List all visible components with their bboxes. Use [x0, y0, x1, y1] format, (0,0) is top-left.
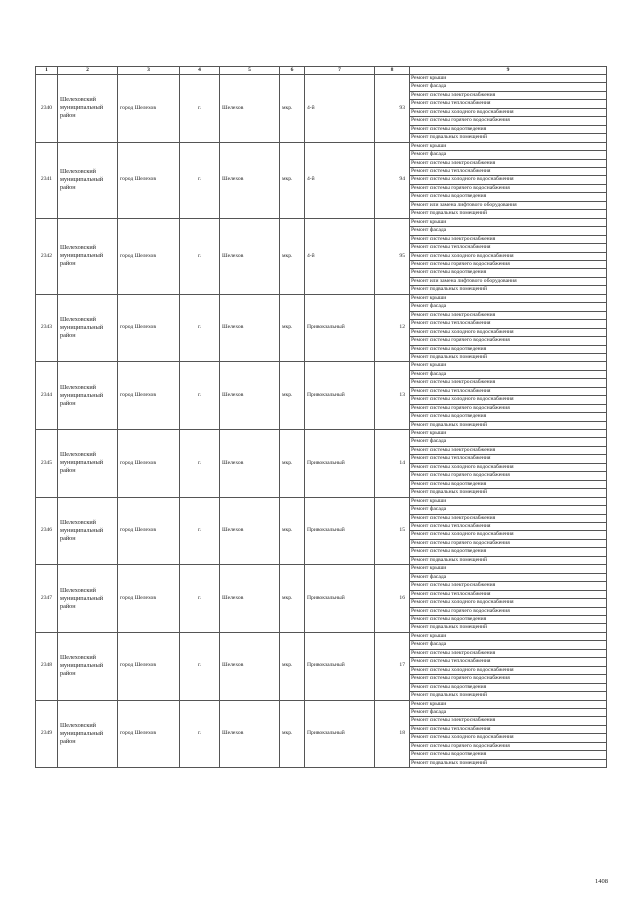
house-number-cell: 15 — [375, 497, 410, 565]
house-number-cell: 17 — [375, 632, 410, 700]
house-number-cell: 12 — [375, 294, 410, 362]
house-number-cell: 13 — [375, 362, 410, 430]
locality-cell: Шелехов — [220, 294, 280, 362]
table-row — [36, 497, 607, 505]
street-type-cell: мкр. — [280, 565, 305, 633]
work-type-cell: Ремонт подвальных помещений — [410, 353, 607, 361]
column-header: 3 — [118, 67, 180, 75]
street-type-cell: мкр. — [280, 142, 305, 218]
municipality-cell: Шелеховский муниципальный район — [58, 75, 118, 143]
work-type-cell: Ремонт системы водоотведения — [410, 683, 607, 691]
work-type-cell: Ремонт фасада — [410, 708, 607, 716]
work-type-cell: Ремонт или замена лифтового оборудования — [410, 277, 607, 285]
locality-cell: Шелехов — [220, 218, 280, 294]
work-type-cell: Ремонт системы холодного водоснабжения — [410, 463, 607, 471]
municipality-cell: Шелеховский муниципальный район — [58, 362, 118, 430]
work-type-cell: Ремонт системы водоотведения — [410, 616, 607, 624]
street-type-cell: мкр. — [280, 700, 305, 768]
work-type-cell: Ремонт системы водоотведения — [410, 751, 607, 759]
municipality-cell: Шелеховский муниципальный район — [58, 632, 118, 700]
settlement-cell: город Шелехов — [118, 497, 180, 565]
column-header: 5 — [220, 67, 280, 75]
municipality-cell: Шелеховский муниципальный район — [58, 294, 118, 362]
locality-cell: Шелехов — [220, 565, 280, 633]
work-type-cell: Ремонт крыши — [410, 218, 607, 226]
work-type-cell: Ремонт подвальных помещений — [410, 556, 607, 564]
municipality-cell: Шелеховский муниципальный район — [58, 565, 118, 633]
column-header: 2 — [58, 67, 118, 75]
work-type-cell: Ремонт системы холодного водоснабжения — [410, 599, 607, 607]
table-row — [36, 75, 607, 83]
locality-type-cell: г. — [180, 565, 220, 633]
street-cell: Привокзальный — [305, 565, 375, 633]
locality-cell: Шелехов — [220, 142, 280, 218]
work-type-cell: Ремонт системы горячего водоснабжения — [410, 539, 607, 547]
house-number-cell: 93 — [375, 75, 410, 143]
locality-type-cell: г. — [180, 142, 220, 218]
street-type-cell: мкр. — [280, 632, 305, 700]
street-type-cell: мкр. — [280, 75, 305, 143]
locality-cell: Шелехов — [220, 632, 280, 700]
work-type-cell: Ремонт системы водоотведения — [410, 548, 607, 556]
locality-cell: Шелехов — [220, 75, 280, 143]
house-number-cell: 14 — [375, 430, 410, 498]
record-number: 2346 — [36, 497, 58, 565]
column-header: 9 — [410, 67, 607, 75]
street-cell: Привокзальный — [305, 294, 375, 362]
street-type-cell: мкр. — [280, 218, 305, 294]
street-cell: Привокзальный — [305, 700, 375, 768]
locality-type-cell: г. — [180, 294, 220, 362]
work-type-cell: Ремонт фасада — [410, 641, 607, 649]
work-type-cell: Ремонт системы холодного водоснабжения — [410, 666, 607, 674]
work-type-cell: Ремонт подвальных помещений — [410, 692, 607, 700]
table-body — [36, 75, 607, 768]
work-type-cell: Ремонт подвальных помещений — [410, 286, 607, 294]
work-type-cell: Ремонт системы холодного водоснабжения — [410, 328, 607, 336]
work-type-cell: Ремонт системы горячего водоснабжения — [410, 404, 607, 412]
work-type-cell: Ремонт системы горячего водоснабжения — [410, 260, 607, 268]
table-row — [36, 632, 607, 640]
locality-cell: Шелехов — [220, 430, 280, 498]
record-number: 2348 — [36, 632, 58, 700]
street-cell: Привокзальный — [305, 430, 375, 498]
record-number: 2340 — [36, 75, 58, 143]
record-number: 2343 — [36, 294, 58, 362]
table-row — [36, 430, 607, 438]
work-type-cell: Ремонт системы электроснабжения — [410, 311, 607, 319]
column-header: 7 — [305, 67, 375, 75]
work-type-cell: Ремонт системы горячего водоснабжения — [410, 675, 607, 683]
locality-type-cell: г. — [180, 430, 220, 498]
street-cell: Привокзальный — [305, 632, 375, 700]
municipality-cell: Шелеховский муниципальный район — [58, 142, 118, 218]
work-type-cell: Ремонт системы электроснабжения — [410, 514, 607, 522]
work-type-cell: Ремонт крыши — [410, 142, 607, 150]
record-number: 2342 — [36, 218, 58, 294]
work-type-cell: Ремонт подвальных помещений — [410, 624, 607, 632]
locality-type-cell: г. — [180, 632, 220, 700]
settlement-cell: город Шелехов — [118, 632, 180, 700]
work-type-cell: Ремонт системы водоотведения — [410, 345, 607, 353]
column-header: 1 — [36, 67, 58, 75]
work-type-cell: Ремонт фасада — [410, 506, 607, 514]
work-type-cell: Ремонт фасада — [410, 370, 607, 378]
work-type-cell: Ремонт системы теплоснабжения — [410, 523, 607, 531]
work-type-cell: Ремонт системы теплоснабжения — [410, 455, 607, 463]
work-type-cell: Ремонт системы электроснабжения — [410, 91, 607, 99]
work-type-cell: Ремонт системы теплоснабжения — [410, 658, 607, 666]
table-row — [36, 294, 607, 302]
work-type-cell: Ремонт системы электроснабжения — [410, 649, 607, 657]
column-header: 4 — [180, 67, 220, 75]
work-type-cell: Ремонт крыши — [410, 294, 607, 302]
street-type-cell: мкр. — [280, 362, 305, 430]
work-type-cell: Ремонт крыши — [410, 632, 607, 640]
settlement-cell: город Шелехов — [118, 218, 180, 294]
work-type-cell: Ремонт системы горячего водоснабжения — [410, 184, 607, 192]
record-number: 2349 — [36, 700, 58, 768]
work-type-cell: Ремонт системы электроснабжения — [410, 235, 607, 243]
work-type-cell: Ремонт фасада — [410, 151, 607, 159]
work-type-cell: Ремонт крыши — [410, 362, 607, 370]
work-type-cell: Ремонт системы горячего водоснабжения — [410, 742, 607, 750]
work-type-cell: Ремонт фасада — [410, 573, 607, 581]
work-type-cell: Ремонт системы теплоснабжения — [410, 320, 607, 328]
register-table — [35, 66, 607, 768]
work-type-cell: Ремонт системы водоотведения — [410, 413, 607, 421]
record-number: 2345 — [36, 430, 58, 498]
work-type-cell: Ремонт системы теплоснабжения — [410, 244, 607, 252]
table-row — [36, 700, 607, 708]
work-type-cell: Ремонт системы горячего водоснабжения — [410, 607, 607, 615]
work-type-cell: Ремонт фасада — [410, 303, 607, 311]
house-number-cell: 16 — [375, 565, 410, 633]
work-type-cell: Ремонт системы горячего водоснабжения — [410, 117, 607, 125]
work-type-cell: Ремонт подвальных помещений — [410, 421, 607, 429]
table-row — [36, 142, 607, 150]
page-number: 1408 — [595, 878, 608, 885]
house-number-cell: 95 — [375, 218, 410, 294]
locality-cell: Шелехов — [220, 700, 280, 768]
settlement-cell: город Шелехов — [118, 294, 180, 362]
street-type-cell: мкр. — [280, 294, 305, 362]
record-number: 2344 — [36, 362, 58, 430]
work-type-cell: Ремонт подвальных помещений — [410, 134, 607, 142]
work-type-cell: Ремонт крыши — [410, 565, 607, 573]
house-number-cell: 94 — [375, 142, 410, 218]
work-type-cell: Ремонт фасада — [410, 438, 607, 446]
locality-type-cell: г. — [180, 497, 220, 565]
work-type-cell: Ремонт системы холодного водоснабжения — [410, 396, 607, 404]
settlement-cell: город Шелехов — [118, 142, 180, 218]
work-type-cell: Ремонт подвальных помещений — [410, 489, 607, 497]
work-type-cell: Ремонт системы холодного водоснабжения — [410, 108, 607, 116]
municipality-cell: Шелеховский муниципальный район — [58, 430, 118, 498]
settlement-cell: город Шелехов — [118, 430, 180, 498]
table-row — [36, 362, 607, 370]
municipality-cell: Шелеховский муниципальный район — [58, 497, 118, 565]
work-type-cell: Ремонт системы водоотведения — [410, 193, 607, 201]
settlement-cell: город Шелехов — [118, 565, 180, 633]
street-cell: Привокзальный — [305, 362, 375, 430]
locality-type-cell: г. — [180, 700, 220, 768]
settlement-cell: город Шелехов — [118, 362, 180, 430]
locality-cell: Шелехов — [220, 362, 280, 430]
work-type-cell: Ремонт подвальных помещений — [410, 759, 607, 767]
work-type-cell: Ремонт системы холодного водоснабжения — [410, 176, 607, 184]
street-type-cell: мкр. — [280, 430, 305, 498]
header-row — [36, 67, 607, 75]
locality-cell: Шелехов — [220, 497, 280, 565]
street-cell: 4-й — [305, 75, 375, 143]
work-type-cell: Ремонт системы водоотведения — [410, 269, 607, 277]
municipality-cell: Шелеховский муниципальный район — [58, 700, 118, 768]
settlement-cell: город Шелехов — [118, 75, 180, 143]
house-number-cell: 18 — [375, 700, 410, 768]
work-type-cell: Ремонт системы водоотведения — [410, 480, 607, 488]
street-cell: 4-й — [305, 142, 375, 218]
record-number: 2341 — [36, 142, 58, 218]
work-type-cell: Ремонт крыши — [410, 430, 607, 438]
work-type-cell: Ремонт системы электроснабжения — [410, 717, 607, 725]
column-header: 6 — [280, 67, 305, 75]
record-number: 2347 — [36, 565, 58, 633]
work-type-cell: Ремонт крыши — [410, 497, 607, 505]
table-row — [36, 218, 607, 226]
work-type-cell: Ремонт системы теплоснабжения — [410, 100, 607, 108]
work-type-cell: Ремонт фасада — [410, 83, 607, 91]
work-type-cell: Ремонт системы холодного водоснабжения — [410, 252, 607, 260]
locality-type-cell: г. — [180, 218, 220, 294]
work-type-cell: Ремонт системы электроснабжения — [410, 446, 607, 454]
column-header: 8 — [375, 67, 410, 75]
street-cell: Привокзальный — [305, 497, 375, 565]
locality-type-cell: г. — [180, 362, 220, 430]
work-type-cell: Ремонт крыши — [410, 75, 607, 83]
work-type-cell: Ремонт системы электроснабжения — [410, 159, 607, 167]
work-type-cell: Ремонт системы теплоснабжения — [410, 387, 607, 395]
work-type-cell: Ремонт системы горячего водоснабжения — [410, 472, 607, 480]
work-type-cell: Ремонт фасада — [410, 227, 607, 235]
work-type-cell: Ремонт системы теплоснабжения — [410, 725, 607, 733]
settlement-cell: город Шелехов — [118, 700, 180, 768]
municipality-cell: Шелеховский муниципальный район — [58, 218, 118, 294]
work-type-cell: Ремонт системы горячего водоснабжения — [410, 337, 607, 345]
work-type-cell: Ремонт системы водоотведения — [410, 125, 607, 133]
work-type-cell: Ремонт крыши — [410, 700, 607, 708]
work-type-cell: Ремонт или замена лифтового оборудования — [410, 201, 607, 209]
work-type-cell: Ремонт системы теплоснабжения — [410, 167, 607, 175]
work-type-cell: Ремонт системы электроснабжения — [410, 582, 607, 590]
work-type-cell: Ремонт подвальных помещений — [410, 210, 607, 218]
street-type-cell: мкр. — [280, 497, 305, 565]
street-cell: 4-й — [305, 218, 375, 294]
work-type-cell: Ремонт системы теплоснабжения — [410, 590, 607, 598]
work-type-cell: Ремонт системы холодного водоснабжения — [410, 734, 607, 742]
table-row — [36, 565, 607, 573]
work-type-cell: Ремонт системы электроснабжения — [410, 379, 607, 387]
work-type-cell: Ремонт системы холодного водоснабжения — [410, 531, 607, 539]
locality-type-cell: г. — [180, 75, 220, 143]
